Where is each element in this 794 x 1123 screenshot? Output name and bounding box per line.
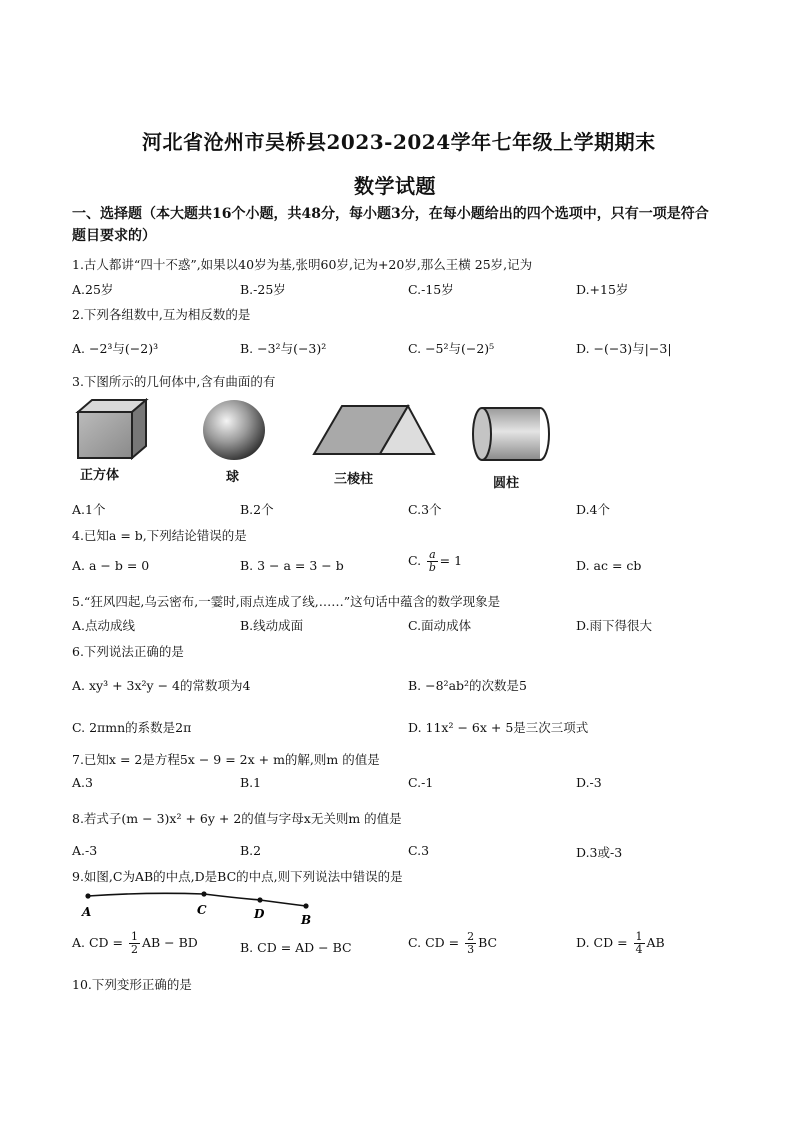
q6-option-b: B. −8²ab²的次数是5 bbox=[408, 678, 527, 693]
triangular-prism-figure bbox=[312, 402, 436, 460]
cube-figure bbox=[74, 398, 154, 460]
fraction-numerator: 1 bbox=[635, 930, 643, 943]
q1-option-b: B.-25岁 bbox=[240, 282, 286, 297]
question-1-stem: 1.古人都讲“四十不惑”,如果以40岁为基,张明60岁,记为+20岁,那么王横 25岁,记为 bbox=[72, 257, 533, 272]
q1-option-a: A.25岁 bbox=[72, 282, 114, 297]
q5-option-c: C.面动成体 bbox=[408, 618, 472, 633]
q6-option-a: A. xy³ + 3x²y − 4的常数项为4 bbox=[72, 678, 251, 693]
q5-option-d: D.雨下得很大 bbox=[576, 618, 653, 633]
question-5-stem: 5.“狂风四起,乌云密布,一霎时,雨点连成了线,……”这句话中蕴含的数学现象是 bbox=[72, 594, 501, 609]
q9-option-d-suffix: AB bbox=[646, 935, 665, 950]
fraction-numerator: 2 bbox=[467, 930, 475, 943]
q4-option-d: D. ac = cb bbox=[576, 558, 642, 573]
sphere-figure bbox=[200, 398, 268, 462]
q9-option-d bbox=[576, 931, 665, 956]
question-9-stem: 9.如图,C为AB的中点,D是BC的中点,则下列说法中错误的是 bbox=[72, 869, 403, 884]
q4-option-c bbox=[408, 549, 462, 574]
q9-option-a bbox=[72, 931, 198, 956]
cylinder-label: 圆柱 bbox=[493, 476, 520, 491]
question-3-stem: 3.下图所示的几何体中,含有曲面的有 bbox=[72, 374, 276, 389]
page-title: 河北省沧州市吴桥县2023-2024学年七年级上学期期末 bbox=[142, 130, 656, 154]
q4-option-c-prefix: C. bbox=[408, 553, 426, 568]
question-10-stem: 10.下列变形正确的是 bbox=[72, 977, 192, 992]
section-heading: 一、选择题（本大题共16个小题，共48分，每小题3分，在每小题给出的四个选项中，只有一项是符合题目要求的） bbox=[72, 206, 709, 244]
q9-option-c-fraction bbox=[465, 931, 476, 956]
question-7-stem: 7.已知x = 2是方程5x − 9 = 2x + m的解,则m 的值是 bbox=[72, 752, 380, 767]
question-2-stem: 2.下列各组数中,互为相反数的是 bbox=[72, 307, 251, 322]
fraction-denominator: 2 bbox=[130, 943, 138, 956]
point-c-label: C bbox=[197, 903, 207, 917]
q7-option-c: C.-1 bbox=[408, 775, 434, 790]
q6-option-d: D. 11x² − 6x + 5是三次三项式 bbox=[408, 720, 589, 735]
q9-option-d-prefix: D. CD = bbox=[576, 935, 632, 950]
fraction-denominator: b bbox=[428, 561, 436, 574]
q2-option-b: B. −3²与(−3)² bbox=[240, 341, 327, 356]
q7-option-a: A.3 bbox=[72, 775, 93, 790]
q4-option-a: A. a − b = 0 bbox=[72, 558, 150, 573]
line-segment-figure bbox=[76, 888, 316, 928]
fraction-numerator: 1 bbox=[130, 930, 138, 943]
q7-option-d: D.-3 bbox=[576, 775, 602, 790]
q9-option-a-suffix: AB − BD bbox=[141, 935, 198, 950]
point-a-label: A bbox=[82, 905, 92, 919]
page-subtitle: 数学试题 bbox=[354, 174, 436, 198]
fraction-denominator: 4 bbox=[635, 943, 643, 956]
point-d-label: D bbox=[254, 907, 265, 921]
q2-option-c: C. −5²与(−2)⁵ bbox=[408, 341, 495, 356]
question-6-stem: 6.下列说法正确的是 bbox=[72, 644, 184, 659]
q4-option-c-fraction bbox=[427, 549, 438, 574]
point-b-label: B bbox=[301, 913, 312, 927]
question-8-stem: 8.若式子(m − 3)x² + 6y + 2的值与字母x无关则m 的值是 bbox=[72, 811, 402, 826]
q8-option-c: C.3 bbox=[408, 843, 430, 858]
cylinder-figure bbox=[470, 404, 554, 464]
q5-option-a: A.点动成线 bbox=[72, 618, 136, 633]
q2-option-d: D. −(−3)与|−3| bbox=[576, 341, 672, 356]
fraction-denominator: 3 bbox=[467, 943, 475, 956]
q1-option-d: D.+15岁 bbox=[576, 282, 629, 297]
sphere-label: 球 bbox=[226, 470, 240, 485]
question-4-stem: 4.已知a = b,下列结论错误的是 bbox=[72, 528, 247, 543]
q1-option-c: C.-15岁 bbox=[408, 282, 454, 297]
q5-option-b: B.线动成面 bbox=[240, 618, 304, 633]
q8-option-b: B.2 bbox=[240, 843, 262, 858]
cube-label: 正方体 bbox=[80, 468, 120, 483]
q3-option-d: D.4个 bbox=[576, 502, 611, 517]
q9-option-a-prefix: A. CD = bbox=[72, 935, 127, 950]
q6-option-c: C. 2πmn的系数是2π bbox=[72, 720, 192, 735]
q9-option-a-fraction bbox=[129, 931, 140, 956]
q3-option-a: A.1个 bbox=[72, 502, 106, 517]
q9-option-c-suffix: BC bbox=[478, 935, 498, 950]
q7-option-b: B.1 bbox=[240, 775, 262, 790]
q4-option-c-suffix: = 1 bbox=[439, 553, 463, 568]
q2-option-a: A. −2³与(−2)³ bbox=[72, 341, 159, 356]
q3-option-b: B.2个 bbox=[240, 502, 274, 517]
triangular-prism-label: 三棱柱 bbox=[334, 472, 374, 487]
fraction-numerator: a bbox=[429, 548, 436, 561]
q8-option-d: D.3或-3 bbox=[576, 845, 623, 860]
q4-option-b: B. 3 − a = 3 − b bbox=[240, 558, 344, 573]
q9-option-d-fraction bbox=[634, 931, 645, 956]
q8-option-a: A.-3 bbox=[72, 843, 98, 858]
q9-option-c-prefix: C. CD = bbox=[408, 935, 464, 950]
q9-option-b: B. CD = AD − BC bbox=[240, 940, 352, 955]
q3-option-c: C.3个 bbox=[408, 502, 442, 517]
q9-option-c bbox=[408, 931, 497, 956]
